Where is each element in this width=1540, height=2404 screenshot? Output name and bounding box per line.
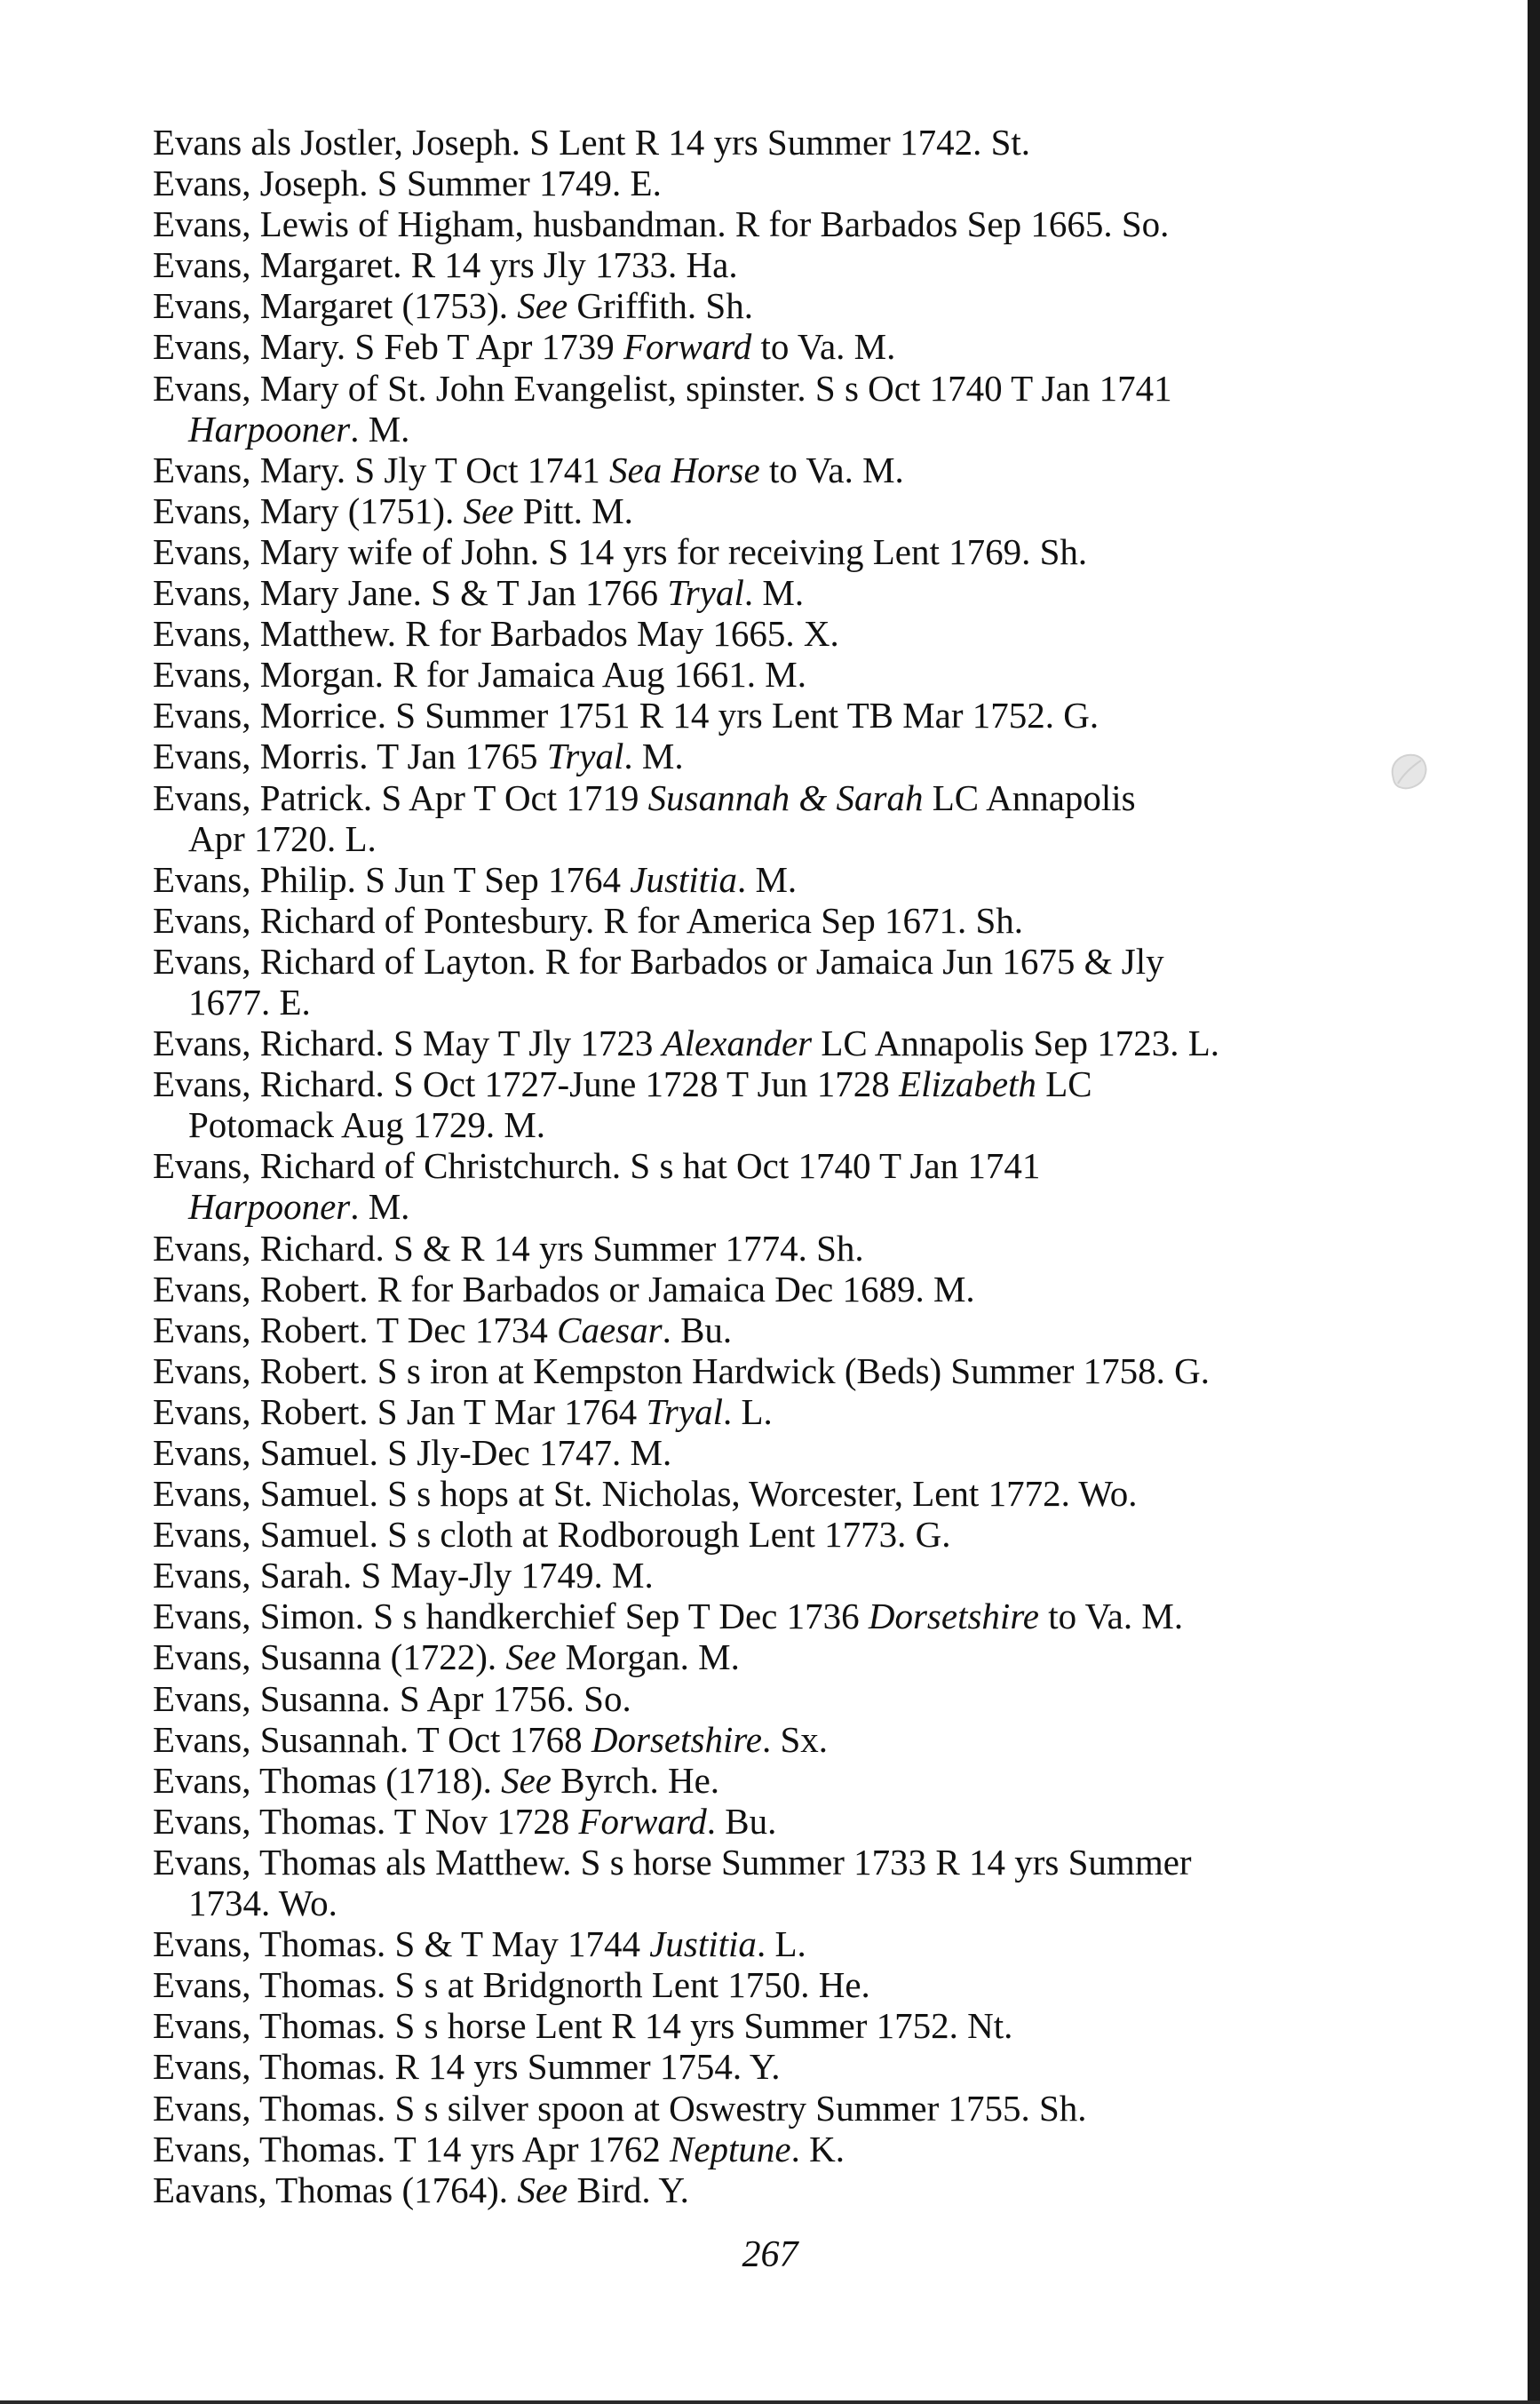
entry-line xyxy=(153,368,1432,409)
entry-text: Evans, Richard. S May T Jly 1723 xyxy=(153,1023,663,1064)
entry-text: Evans, Thomas. T Nov 1728 xyxy=(153,1800,579,1842)
entry-text: . Sx. xyxy=(761,1718,829,1760)
italic-title: Tryal xyxy=(646,1390,723,1432)
entry-line xyxy=(153,1760,1432,1801)
entry-line xyxy=(153,285,1432,326)
italic-title: See xyxy=(517,2169,568,2210)
entry-text: Evans, Simon. S s handkerchief Sep T Dec 1736 xyxy=(153,1596,869,1637)
entry-continuation-line xyxy=(153,1186,1432,1227)
entry-line xyxy=(153,163,1432,203)
italic-title: Forward xyxy=(623,326,752,368)
entry-text: Evans, Morrice. S Summer 1751 R 14 yrs Lent TB Mar 1752. G. xyxy=(153,695,1099,736)
entry-text: Evans, Thomas. S & T May 1744 xyxy=(153,1923,650,1965)
entry-text: Apr 1720. L. xyxy=(188,817,377,859)
entry-text: Eavans, Thomas (1764). xyxy=(153,2169,518,2210)
entry-line xyxy=(153,1432,1432,1473)
italic-title: See xyxy=(463,490,514,531)
entry-text: Evans als Jostler, Joseph. S Lent R 14 yrs Summer 1742. St. xyxy=(153,122,1031,163)
entry-line xyxy=(153,1636,1432,1677)
page-number: 267 xyxy=(742,2234,798,2275)
entry-text: Evans, Margaret (1753). xyxy=(153,285,518,327)
entry-text: to Va. M. xyxy=(1038,1596,1184,1637)
entry-text: Evans, Samuel. S s hops at St. Nicholas, Worcester, Lent 1772. Wo. xyxy=(153,1473,1138,1515)
entry-line xyxy=(153,736,1432,776)
entry-text: Evans, Thomas. S s silver spoon at Oswestry Summer 1755. Sh. xyxy=(153,2087,1087,2129)
entry-text: Evans, Robert. T Dec 1734 xyxy=(153,1309,558,1350)
entry-text: Evans, Morgan. R for Jamaica Aug 1661. M. xyxy=(153,654,806,696)
entry-line xyxy=(153,1678,1432,1719)
entry-text: Pitt. M. xyxy=(513,490,633,531)
entry-text: Evans, Richard of Pontesbury. R for America Sep 1671. Sh. xyxy=(153,899,1024,941)
entry-line xyxy=(153,1063,1432,1104)
entry-line xyxy=(153,1842,1432,1883)
entry-text: Evans, Thomas. T 14 yrs Apr 1762 xyxy=(153,2128,670,2169)
entry-text: LC Annapolis xyxy=(923,776,1136,818)
entry-continuation-line xyxy=(153,1883,1432,1923)
entry-line xyxy=(153,1023,1432,1063)
entry-text: . M. xyxy=(623,736,684,777)
entry-text: Evans, Richard. S Oct 1727-June 1728 T Jun 1728 xyxy=(153,1063,900,1105)
entry-continuation-line xyxy=(153,818,1432,859)
italic-title: Caesar xyxy=(557,1309,663,1350)
entry-line xyxy=(153,1145,1432,1186)
entry-text: LC Annapolis Sep 1723. L. xyxy=(812,1023,1220,1064)
entry-text: Evans, Thomas. S s horse Lent R 14 yrs Summer 1752. Nt. xyxy=(153,2005,1013,2047)
entry-line xyxy=(153,2088,1432,2129)
scan-edge-bottom xyxy=(0,2400,1540,2404)
entry-text: 1677. E. xyxy=(188,981,311,1023)
entry-text: LC xyxy=(1036,1063,1092,1105)
entry-text: . M. xyxy=(350,408,410,450)
entry-text: Evans, Samuel. S Jly-Dec 1747. M. xyxy=(153,1432,672,1473)
entry-text: Evans, Thomas (1718). xyxy=(153,1759,502,1801)
entry-line xyxy=(153,1596,1432,1636)
entry-line xyxy=(153,1555,1432,1596)
italic-title: See xyxy=(505,1636,557,1678)
entry-text: Evans, Richard of Christchurch. S s hat Oct 1740 T Jan 1741 xyxy=(153,1145,1041,1187)
entry-text: Evans, Robert. R for Barbados or Jamaica Dec 1689. M. xyxy=(153,1268,975,1309)
italic-title: Justitia xyxy=(630,858,737,900)
entry-text: Evans, Thomas. S s at Bridgnorth Lent 1750. He. xyxy=(153,1964,870,2006)
entry-line xyxy=(153,1719,1432,1760)
entry-text: Evans, Lewis of Higham, husbandman. R for Barbados Sep 1665. So. xyxy=(153,203,1170,245)
entry-line xyxy=(153,326,1432,367)
italic-title: Tryal xyxy=(667,572,744,614)
entry-line xyxy=(153,1473,1432,1514)
entry-text: Evans, Mary Jane. S & T Jan 1766 xyxy=(153,572,668,614)
entry-text: to Va. M. xyxy=(759,449,904,490)
entry-line xyxy=(153,2129,1432,2169)
italic-title: Dorsetshire xyxy=(868,1596,1039,1637)
italic-title: Neptune xyxy=(669,2128,791,2169)
entry-line xyxy=(153,1514,1432,1555)
italic-title: Justitia xyxy=(649,1923,757,1965)
italic-title: Elizabeth xyxy=(899,1063,1036,1105)
entry-text: to Va. M. xyxy=(751,326,896,368)
entry-line xyxy=(153,1269,1432,1309)
entry-text: Evans, Mary (1751). xyxy=(153,490,464,531)
entry-line xyxy=(153,2169,1432,2210)
entry-text: Evans, Mary of St. John Evangelist, spinster. S s Oct 1740 T Jan 1741 xyxy=(153,367,1172,409)
entry-line xyxy=(153,2046,1432,2087)
entry-line xyxy=(153,859,1432,900)
entry-text: Evans, Samuel. S s cloth at Rodborough Lent 1773. G. xyxy=(153,1514,951,1556)
entry-line xyxy=(153,613,1432,654)
entry-line xyxy=(153,1801,1432,1842)
italic-title: Alexander xyxy=(662,1023,813,1064)
entry-text: . Bu. xyxy=(662,1309,733,1350)
italic-title: Harpooner xyxy=(188,1186,351,1228)
italic-title: Tryal xyxy=(546,736,624,777)
entry-text: Evans, Mary. S Jly T Oct 1741 xyxy=(153,449,610,490)
italic-title: See xyxy=(501,1759,552,1801)
entry-text: Evans, Margaret. R 14 yrs Jly 1733. Ha. xyxy=(153,244,738,286)
entry-line xyxy=(153,1350,1432,1391)
entry-text: 1734. Wo. xyxy=(188,1883,337,1924)
italic-title: Sea Horse xyxy=(609,449,760,490)
entry-line xyxy=(153,572,1432,613)
entry-text: . L. xyxy=(722,1390,773,1432)
entry-text: Evans, Morris. T Jan 1765 xyxy=(153,736,547,777)
entry-line xyxy=(153,531,1432,572)
entry-line xyxy=(153,1964,1432,2005)
entry-line xyxy=(153,1923,1432,1964)
scan-edge-right xyxy=(1528,0,1540,2404)
entry-continuation-line xyxy=(153,1104,1432,1145)
entry-continuation-line xyxy=(153,409,1432,450)
entry-text: Bird. Y. xyxy=(568,2169,689,2210)
entry-text: Evans, Philip. S Jun T Sep 1764 xyxy=(153,858,631,900)
entry-text: Evans, Thomas. R 14 yrs Summer 1754. Y. xyxy=(153,2046,781,2088)
entry-line xyxy=(153,1391,1432,1432)
entry-text: Evans, Richard. S & R 14 yrs Summer 1774. Sh. xyxy=(153,1227,864,1269)
entry-continuation-line xyxy=(153,982,1432,1023)
italic-title: Forward xyxy=(578,1800,707,1842)
entry-text: . L. xyxy=(756,1923,806,1965)
entry-text: Byrch. He. xyxy=(552,1759,720,1801)
entry-text: Griffith. Sh. xyxy=(568,285,753,327)
italic-title: Susannah & Sarah xyxy=(647,776,924,818)
entry-text: Evans, Robert. S Jan T Mar 1764 xyxy=(153,1390,647,1432)
entry-text: Evans, Joseph. S Summer 1749. E. xyxy=(153,163,662,204)
entry-text: Evans, Mary wife of John. S 14 yrs for receiving Lent 1769. Sh. xyxy=(153,530,1088,572)
entry-line xyxy=(153,244,1432,285)
entry-text: Potomack Aug 1729. M. xyxy=(188,1104,546,1146)
italic-title: Dorsetshire xyxy=(591,1718,762,1760)
entry-line xyxy=(153,122,1432,163)
entry-text: Evans, Mary. S Feb T Apr 1739 xyxy=(153,326,623,368)
entry-line xyxy=(153,654,1432,695)
entry-text: Evans, Susanna (1722). xyxy=(153,1636,506,1678)
entry-text: Evans, Matthew. R for Barbados May 1665. X. xyxy=(153,613,839,655)
entry-line xyxy=(153,941,1432,982)
entry-text: Evans, Patrick. S Apr T Oct 1719 xyxy=(153,776,648,818)
entry-line xyxy=(153,1228,1432,1269)
entry-line xyxy=(153,203,1432,244)
entry-text: Morgan. M. xyxy=(556,1636,740,1678)
entry-text: Evans, Richard of Layton. R for Barbados or Jamaica Jun 1675 & Jly xyxy=(153,940,1164,982)
entry-text: . Bu. xyxy=(706,1800,777,1842)
entry-line xyxy=(153,450,1432,490)
entry-line xyxy=(153,777,1432,818)
italic-title: Harpooner xyxy=(188,408,351,450)
entry-list xyxy=(153,122,1432,2210)
entry-text: Evans, Robert. S s iron at Kempston Hardwick (Beds) Summer 1758. G. xyxy=(153,1349,1210,1391)
entry-line xyxy=(153,2005,1432,2046)
entry-text: . K. xyxy=(790,2128,845,2169)
entry-text: Evans, Thomas als Matthew. S s horse Summer 1733 R 14 yrs Summer xyxy=(153,1841,1192,1883)
entry-text: Evans, Sarah. S May-Jly 1749. M. xyxy=(153,1555,654,1596)
italic-title: See xyxy=(517,285,568,327)
entry-line xyxy=(153,1309,1432,1350)
entry-line xyxy=(153,695,1432,736)
entry-text: . M. xyxy=(736,858,798,900)
entry-line xyxy=(153,490,1432,531)
entry-text: . M. xyxy=(350,1186,410,1228)
entry-text: Evans, Susannah. T Oct 1768 xyxy=(153,1718,591,1760)
entry-text: . M. xyxy=(743,572,805,614)
entry-text: Evans, Susanna. S Apr 1756. So. xyxy=(153,1677,631,1719)
entry-line xyxy=(153,900,1432,941)
